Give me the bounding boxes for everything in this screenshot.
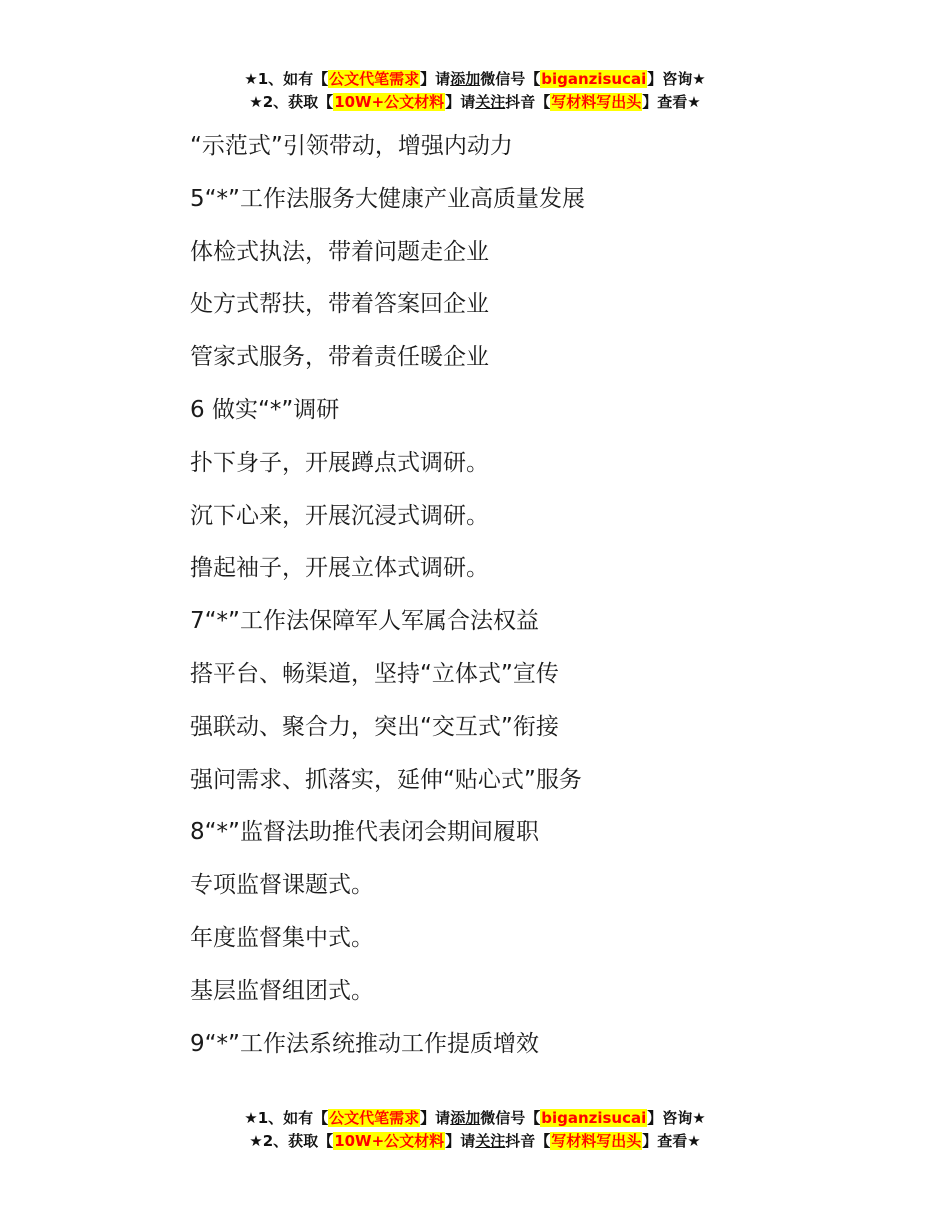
body-line: 体检式执法，带着问题走企业	[190, 238, 489, 265]
star-icon: ★	[244, 1109, 258, 1127]
body-line: 基层监督组团式。	[190, 977, 374, 1004]
promo-line-1: ★1、如有【公文代笔需求】请添加微信号【biganzisucai】咨询★	[244, 1109, 706, 1127]
highlight-materials: 10W+公文材料	[334, 93, 445, 111]
body-line: 强联动、聚合力，突出“交互式”衔接	[190, 713, 559, 740]
document-body	[190, 120, 890, 1070]
body-heading: 7“*”工作法保障军人军属合法权益	[190, 608, 539, 635]
highlight-douyin: 写材料写出头	[551, 93, 642, 111]
body-heading: 6 做实“*”调研	[190, 396, 340, 423]
body-line: 强问需求、抓落实，延伸“贴心式”服务	[190, 766, 582, 793]
body-line: 撸起袖子，开展立体式调研。	[190, 555, 489, 582]
star-icon: ★	[249, 93, 263, 111]
body-line: 搭平台、畅渠道，坚持“立体式”宣传	[190, 660, 559, 687]
body-line: 专项监督课题式。	[190, 872, 374, 899]
body-line: 沉下心来，开展沉浸式调研。	[190, 502, 489, 529]
promo-line-1: ★1、如有【公文代笔需求】请添加微信号【biganzisucai】咨询★	[244, 70, 706, 88]
body-line: 处方式帮扶，带着答案回企业	[190, 291, 489, 318]
highlight-wechat-id: biganzisucai	[541, 1109, 647, 1127]
highlight-service: 公文代笔需求	[329, 1109, 420, 1127]
body-heading: 9“*”工作法系统推动工作提质增效	[190, 1030, 539, 1057]
star-icon: ★	[244, 70, 258, 88]
header-promo-banner	[0, 68, 950, 114]
body-line: “示范式”引领带动，增强内动力	[190, 133, 513, 159]
promo-line-2: ★2、获取【10W+公文材料】请关注抖音【写材料写出头】查看★	[249, 1132, 701, 1150]
star-icon: ★	[249, 1132, 263, 1150]
highlight-wechat-id: biganzisucai	[541, 70, 647, 88]
body-heading: 5“*”工作法服务大健康产业高质量发展	[190, 185, 585, 212]
highlight-materials: 10W+公文材料	[334, 1132, 445, 1150]
promo-line-2: ★2、获取【10W+公文材料】请关注抖音【写材料写出头】查看★	[249, 93, 701, 111]
footer-promo-banner	[0, 1107, 950, 1153]
body-line: 扑下身子，开展蹲点式调研。	[190, 449, 489, 476]
body-line: 年度监督集中式。	[190, 924, 374, 951]
highlight-douyin: 写材料写出头	[551, 1132, 642, 1150]
body-heading: 8“*”监督法助推代表闭会期间履职	[190, 819, 539, 846]
body-line: 管家式服务，带着责任暖企业	[190, 344, 489, 371]
highlight-service: 公文代笔需求	[329, 70, 420, 88]
